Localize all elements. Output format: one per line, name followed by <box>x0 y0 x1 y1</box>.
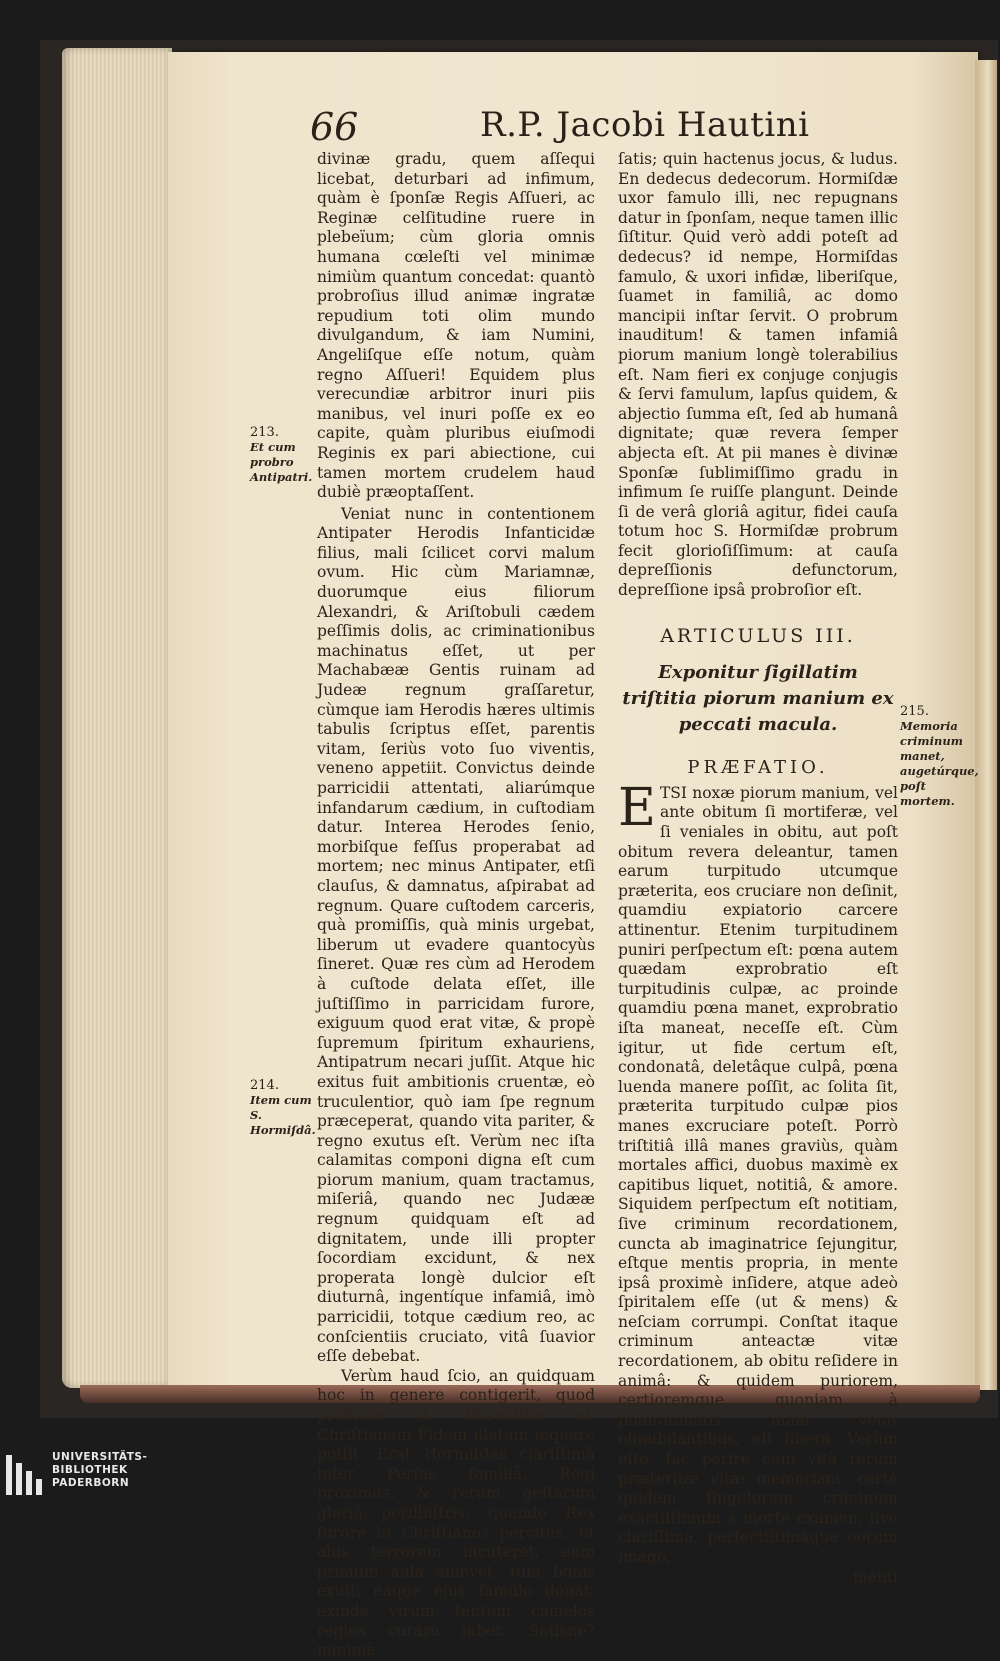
paragraph: divinæ gradu, quem aſſequi licebat, deturbari ad infimum, quàm è ſponſæ Regis Aſſueri, ac Reginæ celſitudine ruere in plebeïum; cùm gloria omnis humana cœleſti vel minimæ nimiùm quantum concedat: quantò probroſius illud animæ ingratæ repudium toti olim mundo divulgandum, & iam Numini, Angeliſque eſſe notum, quàm regno Aſſueri! Equidem plus verecundiæ arbitror inuri piis manibus, vel inuri poſſe ex eo capite, quàm pluribus eiuſmodi Reginis ex pari abiectione, cui tamen mortem crudelem haud dubiè præoptaſſent. <box>317 150 595 502</box>
library-logo-icon <box>6 1455 44 1495</box>
margin-note-text: Item cum S. Hormiſdâ. <box>250 1093 316 1137</box>
paragraph: Veniat nunc in contentionem Antipater Herodis Infanticidæ filius, mali ſcilicet corvi malum ovum. Hic cùm Mariamnæ, duorumque eius filiorum Alexandri, & Ariſtobuli cædem peſſimis dolis, ac criminationibus machinatus eſſet, ut per Machabææ Gentis ruinam ad Judeæ regnum graſſaretur, cùmque iam Herodis hæres ultimis tabulis ſcriptus eſſet, parentis vitam, ſeriùs voto ſuo viventis, veneno appetiit. Convictus deinde parricidii attentati, aliarúmque infandarum cædium, in cuſtodiam datur. Interea Herodes ſenio, morbiſque feſſus properabat ad mortem; nec minus Antipater, etſi clauſus, & damnatus, aſpirabat ad regnum. Quare cuſtodem carceris, quà promiſſis, quà minis urgebat, liberum ut evadere quantocyùs ſineret. Quæ res cùm ad Herodem à cuſtode delata eſſet, ille juſtiſſimo in parricidam furore, exiguum quod erat vitæ, & propè ſupremum ſpiritum exhauriens, Antipatrum necari juſſit. Atque hic exitus fuit ambitionis cruentæ, eò truculentior, quò iam ſpe regnum præceperat, quando vita pariter, & regno exutus eſt. Verùm nec iſta calamitas componi digna eſt cum piorum manium, quam tractamus, miſeriâ, quando nec Judææ regnum quidquam eſt ad dignitatem, unde illi propter ſocordiam excidunt, & nex properata longè dulcior eſt diuturnâ, ingentíque infamiâ, imò parricidii, totque cædium reo, ac conſcientiis cruciato, vitâ ſuavior eſſe debebat. <box>317 504 595 1366</box>
catchword: menti <box>852 1567 898 1586</box>
logo-line: PADERBORN <box>52 1477 130 1489</box>
margin-note-text: Memoria criminum manet, augetúrque, poſt mortem. <box>900 719 979 808</box>
article-subtitle: Exponitur ſigillatim triſtitia piorum manium ex peccati macula. <box>622 662 894 736</box>
margin-note-number: 214. <box>250 1078 279 1093</box>
margin-note-215 <box>900 704 979 809</box>
running-title: R.P. Jacobi Hautini <box>480 105 810 145</box>
library-logo-text <box>52 1451 147 1490</box>
logo-line: BIBLIOTHEK <box>52 1464 128 1476</box>
margin-note-213 <box>250 425 312 485</box>
margin-note-text: Et cum probro Antipatri. <box>250 440 313 484</box>
paragraph <box>618 777 898 1568</box>
page-gutter-edge <box>975 60 997 1390</box>
left-text-column <box>317 150 595 1661</box>
logo-line: UNIVERSITÄTS- <box>52 1451 148 1463</box>
article-heading: ARTICULUS III. <box>660 624 856 647</box>
margin-note-number: 213. <box>250 425 279 440</box>
margin-note-number: 215. <box>900 704 929 719</box>
paragraph: ſatis; quin hactenus jocus, & ludus. En dedecus dedecorum. Hormiſdæ uxor famulo illi, nec repugnans datur in ſponſam, neque tamen illic ſiſtitur. Quid verò addi poteſt ad dedecus? id nempe, Hormiſdas famulo, & uxori infidæ, liberiſque, ſuamet in familiâ, ac domo mancipii inſtar ſervit. O probrum inauditum! & tamen infamiâ piorum manium longè tolerabilius eſt. Nam fieri ex conjuge conjugis & ſervi famulum, lapſus quidem, & abjectio ſumma eſt, ſed ab humanâ dignitate; quæ revera ſemper abjecta eſt. At pii manes è divinæ Sponſæ ſublimiſſimo gradu in infimum ſe ruiſſe plangunt. Deinde ſi de verâ gloriâ agitur, fidei cauſa totum hoc S. Hormiſdæ probrum fecit glorioſiſſimum: at cauſa depreſſionis defunctorum, depreſſione ipsâ probroſior eſt. <box>618 150 898 600</box>
paragraph-text: TSI noxæ piorum manium, vel ante obitum ſi mortiferæ, vel ſi veniales in obitu, aut poſt obitum revera deleantur, tamen earum turpitudo utcumque præterita, eos cruciare non deſinit, quamdiu expiatorio carcere attinentur. Etenim turpitudinem puniri perſpectum eſt: pœna autem quædam exprobratio eſt turpitudinis culpæ, ac proinde quamdiu pœna manet, exprobratio iſta maneat, neceſſe eſt. Cùm igitur, ut fide certum eſt, condonatâ, deletâque culpâ, pœna luenda manere poſſit, ac ſolita ſit, præterita turpitudo culpæ pios manes excruciare poteſt. Porrò triſtitiâ illâ manes graviùs, quàm mortales affici, duobus maximè ex capitibus liquet, notitiâ, & amore. Siquidem perſpectum eſt notitiam, ſive criminum recordationem, cuncta ab imaginatrice ſejungitur, eſtque mentis propria, in mente ipsâ proximè inſidere, atque adeò ſpiritalem eſſe (ut & mens) & neſciam corrumpi. Conſtat itaque criminum anteactæ vitæ recordationem, ab obitu reſidere in animâ: & quidem puriorem, certioremque, quoniam à phantaſmatis illam velut obnubilantibus, eſt libera. Verùm eſto, fac perire cum vitâ rerum præteritæ vitæ memoriam: certè quidem ſingulorum criminum exactiſſimum à morte examen, ſive clariſſima, perfectiſſimáque eorum imago, <box>618 783 898 1566</box>
drop-cap: E <box>618 777 656 838</box>
library-logo <box>0 1435 260 1505</box>
page-number: 66 <box>310 105 359 149</box>
page-header <box>310 105 830 155</box>
right-text-column <box>618 150 898 1587</box>
paragraph: Verùm haud ſcio, an quidquam hoc in genere contigerit, quod probrum S. Hormiſdæ ob Chriſtianam Fidem illatum æquare poſſit. Erat Hormiſdas clariſſimâ inter Perſas familiâ, Regi proximus, & rerum geſtarum gloriâ perilluſtris, quando Rex furore in Chriſtianos percitus, ut aliis terrorem incuteret, eum primùm aulâ amovet, tum bonis exuit, eáque ejus famulo donat: exinde virum tantum camelos regios curare jubet. Satisne? minimè <box>317 1366 595 1660</box>
praefatio-heading: PRÆFATIO. <box>687 757 829 779</box>
page-edges <box>62 48 172 1388</box>
margin-note-214 <box>250 1078 316 1138</box>
